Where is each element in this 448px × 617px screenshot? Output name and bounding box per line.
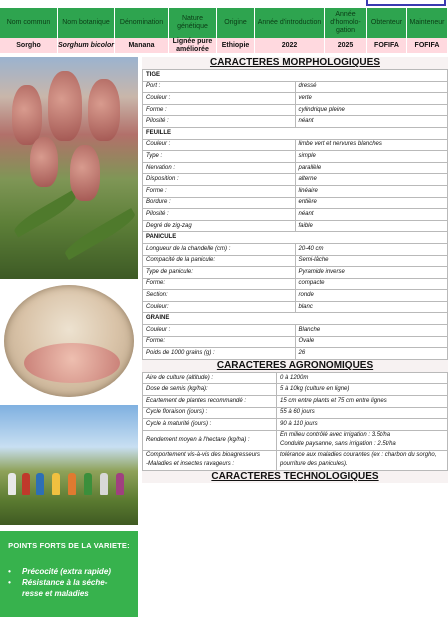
rendement-paysanne: Conduite paysanne, sans irrigation : 2.5t/ha [280, 441, 396, 448]
row-key: Dose de semis (kg/ha): [143, 384, 277, 396]
points-forts-title: POINTS FORTS DE LA VARIETE: [8, 541, 130, 550]
row-value: compacte [295, 278, 448, 290]
table-row [143, 116, 448, 128]
row-value: blanc [295, 301, 448, 313]
graine-group-title: GRAINE [143, 313, 448, 325]
val-obtenteur: FOFIFA [367, 38, 407, 53]
row-key: Forme: [143, 278, 296, 290]
row-value: alterne [295, 174, 448, 186]
bioagresseurs-value: tolérance aux maladies courantes (ex : charbon du sorgho, pourriture des panicules). [277, 450, 448, 470]
field-group-photo [0, 405, 138, 525]
col-annee-homologation: Année d'homolo- gation [325, 8, 367, 38]
person-figure [8, 473, 16, 495]
table-row [143, 325, 448, 337]
col-nature-genetique: Nature génétique [169, 8, 217, 38]
row-value: limbe vert et nervures blanches [295, 139, 448, 151]
table-row [143, 185, 448, 197]
table-row [143, 104, 448, 116]
row-value: néant [295, 116, 448, 128]
row-value: Semi-lâche [295, 255, 448, 267]
row-key: Couleur : [143, 139, 296, 151]
row-value: 26 [295, 348, 448, 360]
panicle-shape [88, 79, 120, 141]
agro-section-title: CARACTERES AGRONOMIQUES [142, 360, 448, 372]
row-key: Disposition : [143, 174, 296, 186]
leaf-shape [11, 190, 79, 237]
panicle-shape [48, 71, 82, 141]
person-figure [22, 473, 30, 495]
row-key: Section: [143, 290, 296, 302]
table-row [143, 407, 448, 419]
rendement-value [277, 430, 448, 450]
row-value: dressé [295, 81, 448, 93]
row-value: parallèle [295, 162, 448, 174]
table-row [143, 209, 448, 221]
table-row [143, 174, 448, 186]
panicle-shape [12, 85, 42, 145]
bullet-icon: • [8, 567, 11, 576]
row-value: entière [295, 197, 448, 209]
row-key: Ecartement de plantes recommandé : [143, 396, 277, 408]
row-key: Cycle à maturité (jours) : [143, 419, 277, 431]
row-value: Blanche [295, 325, 448, 337]
points-forts-panel [0, 531, 138, 617]
val-nom-commun: Sorgho [0, 38, 58, 53]
col-denomination: Dénomination [115, 8, 169, 38]
row-key: Compacité de la panicule: [143, 255, 296, 267]
table-row [143, 301, 448, 313]
row-value: 90 à 110 jours [277, 419, 448, 431]
person-figure [36, 473, 44, 495]
val-origine: Ethiopie [217, 38, 255, 53]
header-corner-frame [366, 0, 446, 6]
points-forts-item [8, 566, 138, 577]
grain-sample-photo [4, 285, 134, 397]
row-key: Port : [143, 81, 296, 93]
col-annee-introduction: Année d'introduction [255, 8, 325, 38]
val-mainteneur: FOFIFA [407, 38, 448, 53]
agro-table [142, 372, 448, 471]
row-key: Couleur : [143, 325, 296, 337]
techno-section-title: CARACTERES TECHNOLOGIQUES [142, 471, 448, 483]
person-figure [84, 473, 92, 495]
table-row [143, 348, 448, 360]
table-row [143, 197, 448, 209]
row-key: Pilosité : [143, 209, 296, 221]
row-key: Nervation : [143, 162, 296, 174]
table-row [143, 396, 448, 408]
row-value: Ovale [295, 336, 448, 348]
morpho-section-title: CARACTERES MORPHOLOGIQUES [142, 57, 448, 69]
row-key: Forme : [143, 104, 296, 116]
row-value: simple [295, 151, 448, 163]
person-figure [52, 473, 60, 495]
row-value: Pyramide inverse [295, 267, 448, 279]
val-nature-genetique: Lignée pure améliorée [169, 38, 217, 53]
rendement-key: Rendement moyen à l'hectare (kg/ha) : [143, 430, 277, 450]
row-key: Couleur: [143, 301, 296, 313]
morpho-table [142, 69, 448, 360]
row-value: 55 à 60 jours [277, 407, 448, 419]
table-row [143, 220, 448, 232]
table-row [143, 243, 448, 255]
row-key: Type : [143, 151, 296, 163]
col-obtenteur: Obtenteur [367, 8, 407, 38]
row-key: Type de panicule: [143, 267, 296, 279]
row-value: cylindrique pleine [295, 104, 448, 116]
row-key: Pilosité : [143, 116, 296, 128]
characteristics-content [142, 57, 448, 483]
table-row [143, 139, 448, 151]
row-value: verte [295, 93, 448, 105]
bullet-icon: • [8, 578, 11, 587]
row-key: Cycle floraison (jours) : [143, 407, 277, 419]
grain-pile [24, 343, 120, 383]
bioagresseurs-key-line1: Comportement vis-à-vis des bioagresseurs [146, 452, 261, 459]
table-row [143, 430, 448, 450]
val-nom-botanique: Sorghum bicolor [58, 38, 115, 53]
row-key: Forme: [143, 336, 296, 348]
row-value: 20-40 cm [295, 243, 448, 255]
header-values-row [0, 38, 448, 53]
col-nom-botanique: Nom botanique [58, 8, 115, 38]
row-value: linéaire [295, 185, 448, 197]
table-row [143, 267, 448, 279]
feuille-group-title: FEUILLE [143, 127, 448, 139]
table-row [143, 151, 448, 163]
panicule-group-title: PANICULE [143, 232, 448, 244]
sorghum-plant-photo [0, 57, 138, 279]
points-forts-list [0, 566, 138, 599]
row-value: 0 à 1200m [277, 372, 448, 384]
row-key: Aire de culture (altitude) : [143, 372, 277, 384]
row-key: Degré de zig-zag [143, 220, 296, 232]
points-forts-item-text: Précocité (extra rapide) [22, 567, 111, 576]
table-row [143, 372, 448, 384]
tige-group-title: TIGE [143, 70, 448, 82]
person-figure [116, 473, 124, 495]
table-row [143, 419, 448, 431]
table-row [143, 384, 448, 396]
row-value: 5 à 10kg (culture en ligne) [277, 384, 448, 396]
panicle-shape [30, 137, 58, 187]
col-origine: Origine [217, 8, 255, 38]
col-nom-commun: Nom commun [0, 8, 58, 38]
row-key: Poids de 1000 grains (g) : [143, 348, 296, 360]
row-value: 15 cm entre plants et 75 cm entre lignes [277, 396, 448, 408]
col-mainteneur: Mainteneur [407, 8, 448, 38]
row-key: Bordure : [143, 197, 296, 209]
table-row [143, 162, 448, 174]
row-key: Longueur de la chandelle (cm) : [143, 243, 296, 255]
row-value: faible [295, 220, 448, 232]
leaf-shape [62, 208, 138, 260]
row-value: néant [295, 209, 448, 221]
bioagresseurs-key [143, 450, 277, 470]
table-row [143, 278, 448, 290]
row-value: ronde [295, 290, 448, 302]
table-row [143, 290, 448, 302]
person-figure [68, 473, 76, 495]
variety-header-table [0, 8, 448, 54]
panicle-shape [70, 145, 100, 201]
table-row [143, 336, 448, 348]
rendement-irrigation: En milieu contrôlé avec irrigation : 3.5t/ha [280, 432, 391, 439]
left-photo-column [0, 57, 138, 598]
row-key: Couleur : [143, 93, 296, 105]
table-row [143, 255, 448, 267]
points-forts-item-text: Résistance à la séche- resse et maladies [22, 578, 108, 598]
val-annee-introduction: 2022 [255, 38, 325, 53]
val-annee-homologation: 2025 [325, 38, 367, 53]
points-forts-item [8, 577, 138, 599]
table-row [143, 81, 448, 93]
header-columns-row [0, 8, 448, 38]
val-denomination: Manana [115, 38, 169, 53]
person-figure [100, 473, 108, 495]
bioagresseurs-key-line2: -Maladies et insectes ravageurs : [146, 461, 235, 468]
row-key: Forme : [143, 185, 296, 197]
table-row [143, 450, 448, 470]
table-row [143, 93, 448, 105]
